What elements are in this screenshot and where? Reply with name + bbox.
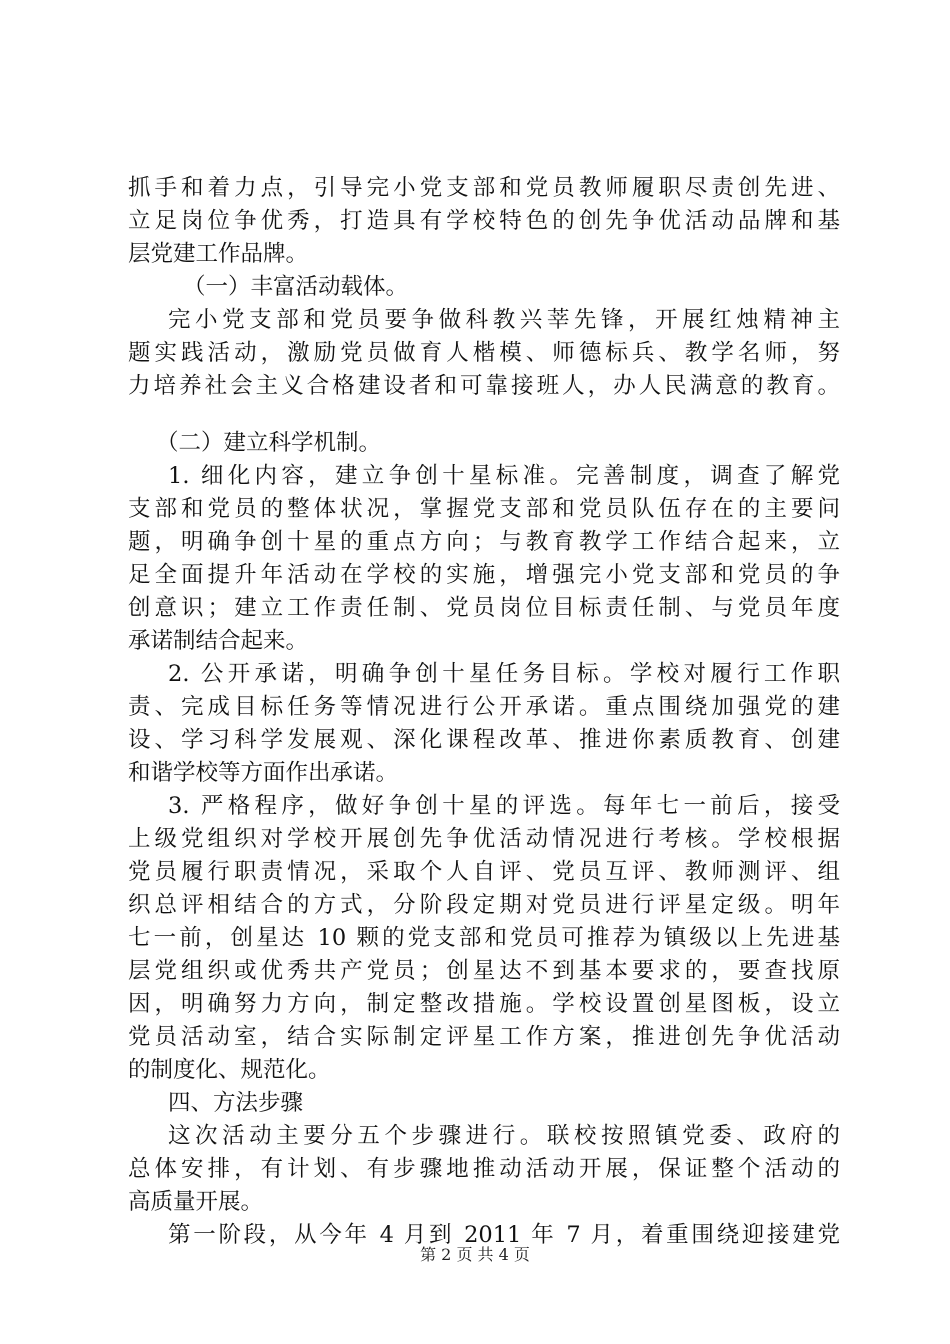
text-line: 党员履行职责情况，采取个人自评、党员互评、教师测评、组 xyxy=(128,859,840,885)
text-line: 层党建工作品牌。 xyxy=(128,241,309,267)
text-line: 上级党组织对学校开展创先争优活动情况进行考核。学校根据 xyxy=(128,826,840,852)
text-line: 力培养社会主义合格建设者和可靠接班人，办人民满意的教育。 xyxy=(128,373,840,399)
text-line: 高质量开展。 xyxy=(128,1189,264,1215)
text-line: 层党组织或优秀共产党员；创星达不到基本要求的，要查找原 xyxy=(128,958,840,984)
text-line: 支部和党员的整体状况，掌握党支部和党员队伍存在的主要问 xyxy=(128,496,840,522)
text-line: 设、学习科学发展观、深化课程改革、推进你素质教育、创建 xyxy=(128,727,840,753)
text-line: 完小党支部和党员要争做科教兴莘先锋，开展红烛精神主 xyxy=(168,307,840,333)
text-line: 题实践活动，激励党员做育人楷模、师德标兵、教学名师，努 xyxy=(128,340,840,366)
text-line: 责、完成目标任务等情况进行公开承诺。重点围绕加强党的建 xyxy=(128,694,840,720)
page-number-footer: 第 2 页 共 4 页 xyxy=(420,1245,530,1264)
text-line: 立足岗位争优秀，打造具有学校特色的创先争优活动品牌和基 xyxy=(128,208,840,234)
text-line: 承诺制结合起来。 xyxy=(128,628,309,654)
text-line: 七一前，创星达 10 颗的党支部和党员可推荐为镇级以上先进基 xyxy=(128,925,840,951)
section-heading: 四、方法步骤 xyxy=(168,1090,304,1116)
text-line: 抓手和着力点，引导完小党支部和党员教师履职尽责创先进、 xyxy=(128,175,840,201)
text-line: 3. 严格程序，做好争创十星的评选。每年七一前后，接受 xyxy=(168,793,840,819)
document-body xyxy=(128,172,840,1252)
paragraph-gap xyxy=(128,403,840,427)
text-line: 创意识；建立工作责任制、党员岗位目标责任制、与党员年度 xyxy=(128,595,840,621)
text-line: 这次活动主要分五个步骤进行。联校按照镇党委、政府的 xyxy=(168,1123,840,1149)
text-line: 足全面提升年活动在学校的实施，增强完小党支部和党员的争 xyxy=(128,562,840,588)
text-line: 和谐学校等方面作出承诺。 xyxy=(128,760,399,786)
section-heading: （一）丰富活动载体。 xyxy=(183,274,409,300)
text-line: 2. 公开承诺，明确争创十星任务目标。学校对履行工作职 xyxy=(168,661,840,687)
text-line: 1. 细化内容，建立争创十星标准。完善制度，调查了解党 xyxy=(168,463,840,489)
text-line: 题，明确争创十星的重点方向；与教育教学工作结合起来，立 xyxy=(128,529,840,555)
text-line: 因，明确努力方向，制定整改措施。学校设置创星图板，设立 xyxy=(128,991,840,1017)
text-line: 织总评相结合的方式，分阶段定期对党员进行评星定级。明年 xyxy=(128,892,840,918)
section-heading: （二）建立科学机制。 xyxy=(156,430,382,456)
text-line: 党员活动室，结合实际制定评星工作方案，推进创先争优活动 xyxy=(128,1024,840,1050)
text-line: 总体安排，有计划、有步骤地推动活动开展，保证整个活动的 xyxy=(128,1156,840,1182)
text-line: 的制度化、规范化。 xyxy=(128,1057,331,1083)
text-line: 第一阶段，从今年 4 月到 2011 年 7 月，着重围绕迎接建党 xyxy=(168,1222,840,1248)
